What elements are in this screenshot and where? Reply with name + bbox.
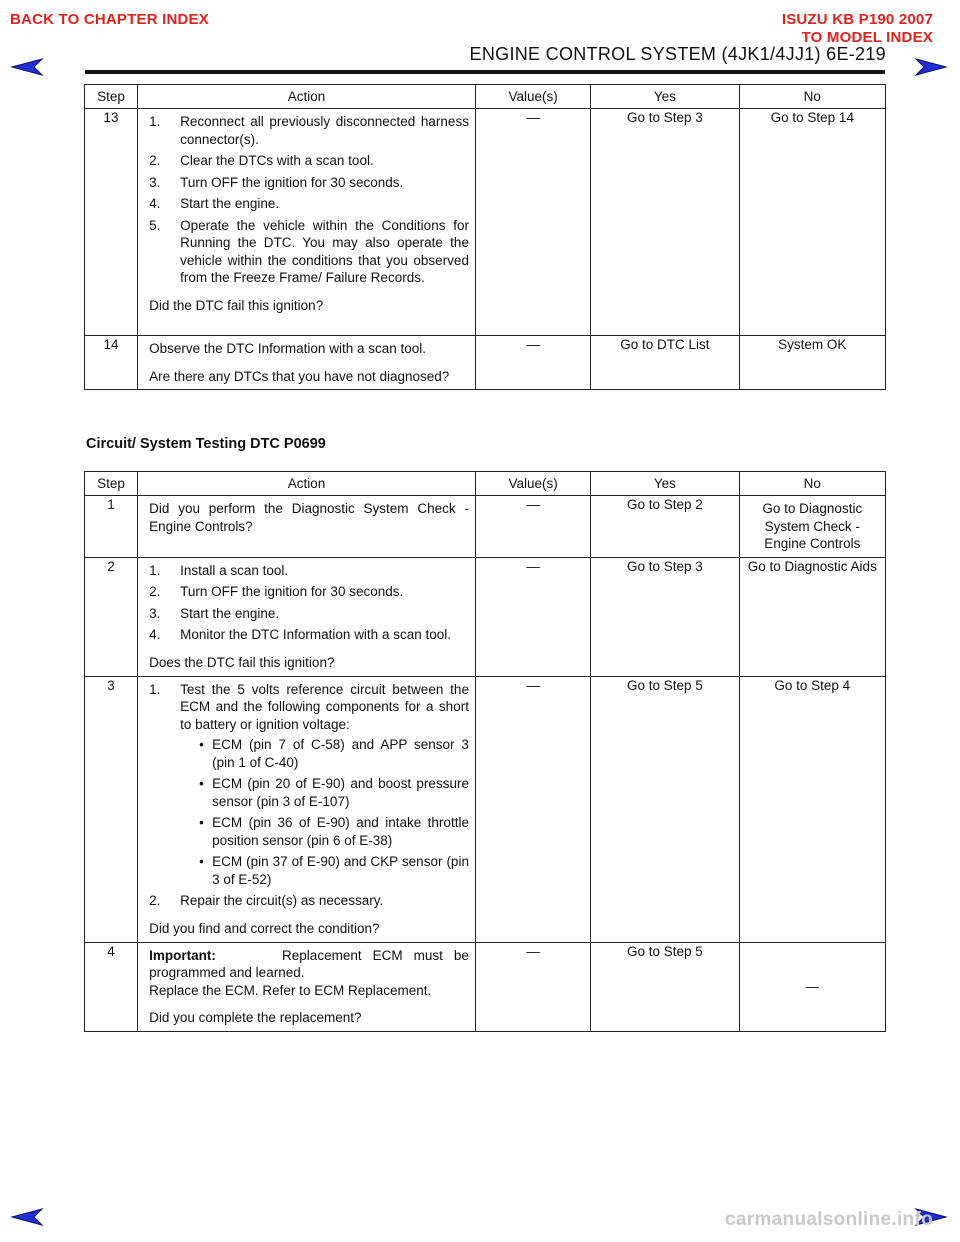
action-text: Replace the ECM. Refer to ECM Replacement. bbox=[149, 982, 432, 998]
question: Did the DTC fail this ignition? bbox=[149, 297, 324, 313]
action-text: Did you perform the Diagnostic System Check - Engine Controls? bbox=[149, 501, 469, 534]
value-cell: — bbox=[475, 496, 590, 558]
action-cell bbox=[138, 942, 476, 1031]
list-item: 3. Start the engine. bbox=[149, 605, 280, 621]
page-title: ENGINE CONTROL SYSTEM (4JK1/4JJ1) 6E-219 bbox=[469, 44, 886, 64]
question: Does the DTC fail this ignition? bbox=[149, 654, 335, 670]
list-item: 4. Start the engine. bbox=[149, 196, 280, 211]
table-row bbox=[85, 336, 886, 390]
no-cell: — bbox=[739, 942, 885, 1031]
left-arrow-icon[interactable] bbox=[10, 1207, 44, 1227]
question: Are there any DTCs that you have not diagnosed? bbox=[149, 368, 450, 384]
action-text: Observe the DTC Information with a scan tool. bbox=[149, 341, 426, 356]
list-item: 2. Repair the circuit(s) as necessary. bbox=[149, 893, 384, 908]
col-step: Step bbox=[85, 85, 138, 109]
to-model-index-link[interactable]: TO MODEL INDEX bbox=[801, 29, 933, 46]
bullet-item: • ECM (pin 7 of C-58) and APP sensor 3 (pin 1 of C-40) bbox=[199, 737, 469, 770]
col-values: Value(s) bbox=[475, 85, 590, 109]
list-item: 1. Test the 5 volts reference circuit between the ECM and the following components for a short to battery or ignition voltage: • ECM (pin 7 of C-58) and APP sensor 3 (pin 1 of C-40) • ECM (pin 20 of E-90) and boost pressure sensor (pin 3 of E-107) • ECM (pin 36 of E-90) and intake throttle position sensor (pin 6 of E-38) • ECM (pin 37 of E-90) and CKP sensor (pin 3 of E-52) bbox=[149, 681, 469, 887]
bullet-item: • ECM (pin 37 of E-90) and CKP sensor (pin 3 of E-52) bbox=[199, 854, 469, 887]
circuit-testing-table bbox=[84, 471, 886, 1032]
value-cell: — bbox=[475, 557, 590, 676]
value-cell: — bbox=[475, 676, 590, 942]
yes-cell: Go to Step 3 bbox=[591, 109, 739, 336]
table-row bbox=[85, 676, 886, 942]
action-cell bbox=[138, 109, 476, 336]
yes-cell: Go to Step 5 bbox=[591, 942, 739, 1031]
col-action: Action bbox=[138, 85, 476, 109]
bullet-item: • ECM (pin 20 of E-90) and boost pressure sensor (pin 3 of E-107) bbox=[199, 776, 469, 809]
value-cell: — bbox=[475, 109, 590, 336]
table-header-row bbox=[85, 472, 886, 496]
col-action: Action bbox=[138, 472, 476, 496]
no-cell: System OK bbox=[739, 336, 885, 390]
list-item: 2. Turn OFF the ignition for 30 seconds. bbox=[149, 584, 404, 599]
list-item: 5. Operate the vehicle within the Conditions for Running the DTC. You may also operate the vehicle within the conditions that you observed from the Freeze Frame/ Failure Records. bbox=[149, 217, 469, 285]
action-cell bbox=[138, 557, 476, 676]
no-cell: Go to Diagnostic Aids bbox=[739, 557, 885, 676]
col-yes: Yes bbox=[591, 472, 739, 496]
action-cell bbox=[138, 336, 476, 390]
bullet-item: • ECM (pin 36 of E-90) and intake throttle position sensor (pin 6 of E-38) bbox=[199, 815, 469, 848]
yes-cell: Go to Step 2 bbox=[591, 496, 739, 558]
model-title-link[interactable]: ISUZU KB P190 2007 bbox=[781, 11, 933, 28]
action-cell bbox=[138, 496, 476, 558]
action-cell bbox=[138, 676, 476, 942]
watermark: carmanualsonline.info bbox=[725, 1209, 933, 1230]
right-arrow-icon[interactable] bbox=[914, 57, 948, 77]
col-no: No bbox=[739, 85, 885, 109]
no-cell: Go to Step 14 bbox=[739, 109, 885, 336]
table-row bbox=[85, 496, 886, 558]
yes-cell: Go to Step 5 bbox=[591, 676, 739, 942]
table-row bbox=[85, 557, 886, 676]
question: Did you complete the replacement? bbox=[149, 1010, 362, 1025]
question: Did you find and correct the condition? bbox=[149, 920, 380, 936]
col-values: Value(s) bbox=[475, 472, 590, 496]
yes-cell: Go to DTC List bbox=[591, 336, 739, 390]
table-row bbox=[85, 109, 886, 336]
step-number: 2 bbox=[85, 557, 138, 676]
value-cell: — bbox=[475, 336, 590, 390]
list-item: 2. Clear the DTCs with a scan tool. bbox=[149, 153, 374, 168]
col-step: Step bbox=[85, 472, 138, 496]
no-cell: Go to Step 4 bbox=[739, 676, 885, 942]
table-header-row bbox=[85, 85, 886, 109]
step-number: 3 bbox=[85, 676, 138, 942]
table-row bbox=[85, 942, 886, 1031]
header-rule bbox=[85, 70, 885, 74]
step-number: 13 bbox=[85, 109, 138, 336]
step-number: 1 bbox=[85, 496, 138, 558]
section-title: Circuit/ System Testing DTC P0699 bbox=[86, 436, 326, 452]
important-note: Important: Replacement ECM must be programmed and learned. bbox=[149, 947, 469, 980]
back-to-chapter-index-link[interactable]: BACK TO CHAPTER INDEX bbox=[10, 11, 209, 28]
value-cell: — bbox=[475, 942, 590, 1031]
diagnostic-table-continued bbox=[84, 84, 886, 390]
yes-cell: Go to Step 3 bbox=[591, 557, 739, 676]
step-number: 4 bbox=[85, 942, 138, 1031]
left-arrow-icon[interactable] bbox=[10, 57, 44, 77]
step-number: 14 bbox=[85, 336, 138, 390]
list-item: 4. Monitor the DTC Information with a scan tool. bbox=[149, 627, 451, 642]
list-item: 1. Install a scan tool. bbox=[149, 562, 289, 578]
list-item: 1. Reconnect all previously disconnected harness connector(s). bbox=[149, 114, 469, 147]
no-cell: Go to Diagnostic System Check - Engine Controls bbox=[739, 496, 885, 558]
list-item: 3. Turn OFF the ignition for 30 seconds. bbox=[149, 174, 404, 190]
col-no: No bbox=[739, 472, 885, 496]
col-yes: Yes bbox=[591, 85, 739, 109]
